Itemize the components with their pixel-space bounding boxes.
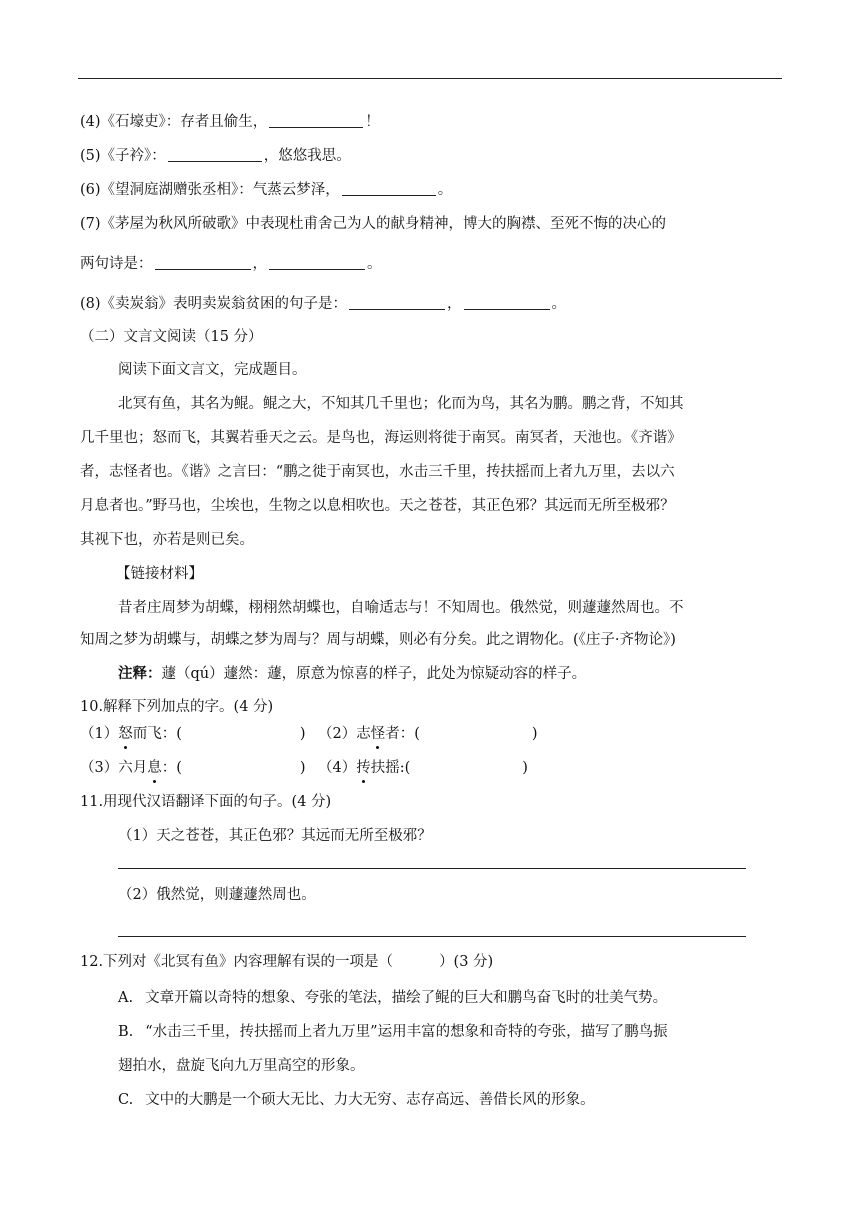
option-c[interactable] <box>118 1090 595 1110</box>
item-number: （3） <box>80 760 119 776</box>
dotted-char: 怪 <box>370 726 386 742</box>
question-11-title: 11.用现代汉语翻译下面的句子。(4 分) <box>80 794 332 810</box>
passage-line: 几千里也；怒而飞，其翼若垂天之云。是鸟也，海运则将徙于南冥。南冥者，天池也。《齐谐》 <box>80 430 682 446</box>
passage-line: 其视下也，亦若是则已矣。 <box>80 532 254 548</box>
section-instruction: 阅读下面文言文，完成题目。 <box>118 362 307 378</box>
option-text: 文中的大鹏是一个硕大无比、力大无穷、志存高远、善借长风的形象。 <box>145 1092 595 1108</box>
option-text: “水击三千里，抟扶摇而上者九万里”运用丰富的想象和奇特的夸张，描写了鹏鸟振 <box>145 1024 668 1040</box>
answer-blank[interactable] <box>349 295 445 310</box>
item-close: ) <box>531 726 538 742</box>
note-text: 蘧（qú）蘧然：蘧，原意为惊喜的样子，此处为惊疑动容的样子。 <box>161 666 587 682</box>
poem-6-end: 。 <box>437 182 453 198</box>
option-label: B. <box>118 1024 134 1040</box>
poem-item-4 <box>80 112 380 132</box>
passage-line: 月息者也。”野马也，尘埃也，生物之以息相吹也。天之苍苍，其正色邪？其远而无所至极邪？ <box>80 498 675 514</box>
option-b[interactable] <box>118 1022 668 1042</box>
note-label: 注释： <box>118 665 162 682</box>
item-number: （1） <box>80 726 119 742</box>
poem-item-8 <box>80 294 566 314</box>
item-number: （4） <box>318 760 357 776</box>
option-b-continued: 翅拍水，盘旋飞向九万里高空的形象。 <box>118 1058 365 1074</box>
poem-item-6 <box>80 180 452 200</box>
poem-item-5 <box>80 146 351 166</box>
passage-line: 北冥有鱼，其名为鲲。鲲之大，不知其几千里也；化而为鸟，其名为鹏。鹏之背，不知其 <box>118 396 684 412</box>
q11-sentence-1: （1）天之苍苍，其正色邪？其远而无所至极邪？ <box>118 828 432 844</box>
q10-item-2 <box>318 724 538 744</box>
item-text: 六月 <box>118 760 148 776</box>
q10-item-1 <box>80 724 306 744</box>
poem-4-text: (4)《石壕吏》：存者且偷生， <box>80 114 268 130</box>
dotted-char: 怒 <box>118 726 133 742</box>
q10-item-3 <box>80 758 306 778</box>
section-heading: （二）文言文阅读（15 分） <box>80 329 263 345</box>
q11-sentence-2: （2）俄然觉，则蘧蘧然周也。 <box>118 887 316 903</box>
poem-7-sep: ， <box>252 256 267 272</box>
option-label: A. <box>118 990 134 1006</box>
item-text: 志 <box>356 726 371 742</box>
poem-5-text: (5)《子衿》： <box>80 148 166 164</box>
link-passage-line: 知周之梦为胡蝶与，胡蝶之梦为周与？周与胡蝶，则必有分矣。此之谓物化。(《庄子·齐物论》) <box>80 632 676 648</box>
answer-blank[interactable] <box>269 113 363 128</box>
header-rule <box>78 78 782 79</box>
poem-8-text: (8)《卖炭翁》表明卖炭翁贫困的句子是： <box>80 296 348 312</box>
option-a[interactable] <box>118 988 667 1008</box>
link-passage-line: 昔者庄周梦为胡蝶，栩栩然胡蝶也，自喻适志与！不知周也。俄然觉，则蘧蘧然周也。不 <box>118 600 684 616</box>
item-close: ) <box>299 726 306 742</box>
poem-item-7-line1: (7)《茅屋为秋风所破歌》中表现杜甫舍己为人的献身精神，博大的胸襟、至死不悔的决心的 <box>80 216 667 232</box>
answer-blank[interactable] <box>168 147 262 162</box>
option-label: C. <box>118 1092 134 1108</box>
answer-line[interactable] <box>118 868 746 869</box>
annotation-note <box>118 664 586 684</box>
item-close: ) <box>522 760 528 776</box>
item-close: ) <box>299 760 306 776</box>
item-text: 而飞：( <box>132 726 182 742</box>
answer-line[interactable] <box>118 936 746 937</box>
item-text: 者：( <box>385 726 420 742</box>
answer-blank[interactable] <box>269 255 365 270</box>
poem-item-7-line2 <box>80 254 382 274</box>
poem-4-end: ！ <box>365 114 380 130</box>
question-12-title <box>80 952 493 972</box>
q12-title-end: ）(3 分) <box>439 954 494 970</box>
poem-8-sep: ， <box>447 296 462 312</box>
dotted-char: 息 <box>147 760 162 776</box>
q10-item-4 <box>318 758 528 778</box>
item-number: （2） <box>318 726 357 742</box>
item-text: 扶摇:( <box>370 760 411 776</box>
poem-6-text: (6)《望洞庭湖赠张丞相》：气蒸云梦泽， <box>80 182 340 198</box>
question-10-title: 10.解释下列加点的字。(4 分) <box>80 699 274 715</box>
passage-line: 者，志怪者也。《谐》之言曰：“鹏之徙于南冥也，水击三千里，抟扶摇而上者九万里，去以六 <box>80 464 675 480</box>
answer-blank[interactable] <box>342 181 436 196</box>
poem-7-text: 两句诗是： <box>80 256 153 272</box>
answer-blank[interactable] <box>464 295 550 310</box>
answer-blank[interactable] <box>155 255 251 270</box>
link-material-heading: 【链接材料】 <box>116 566 203 582</box>
dotted-char: 抟 <box>356 760 371 776</box>
poem-7-end: 。 <box>367 256 382 272</box>
poem-8-end: 。 <box>551 296 567 312</box>
item-text: ：( <box>161 760 182 776</box>
option-text: 文章开篇以奇特的想象、夸张的笔法，描绘了鲲的巨大和鹏鸟奋飞时的壮美气势。 <box>145 990 668 1006</box>
q12-title-text: 12.下列对《北冥有鱼》内容理解有误的一项是（ <box>80 954 394 970</box>
poem-5-end: ，悠悠我思。 <box>263 148 351 164</box>
